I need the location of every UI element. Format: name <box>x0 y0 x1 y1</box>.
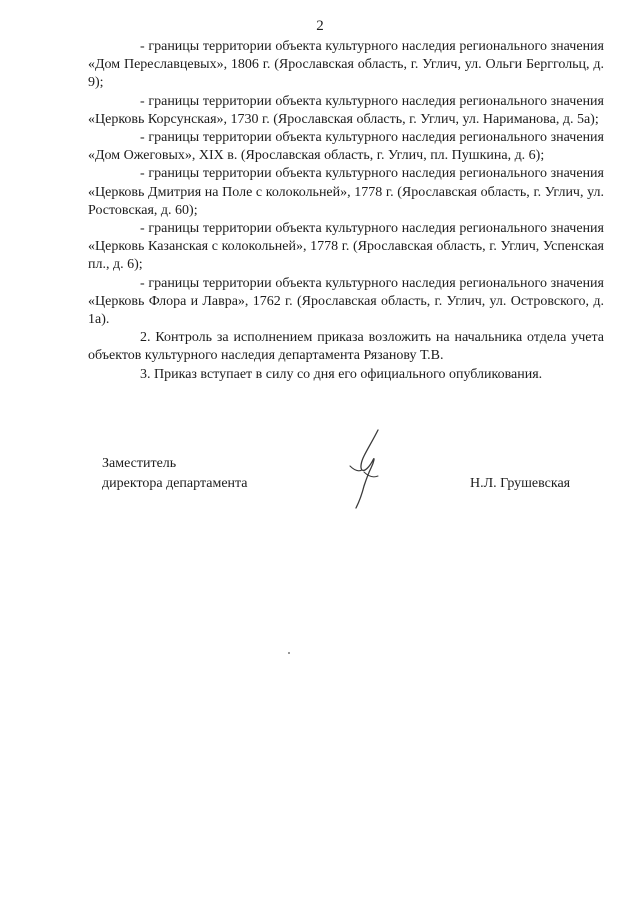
paragraph-territory-dmitry-church: - границы территории объекта культурного наследия регионального значения «Церковь Дмитрия на Поле с колокольней», 1778 г. (Ярославская область, г. Углич, ул. Ростовская, д. 60); <box>88 166 604 218</box>
signatory-title-line2: директора департамента <box>102 476 248 491</box>
page-number: 2 <box>316 18 324 34</box>
paragraph-control-clause: 2. Контроль за исполнением приказа возложить на начальника отдела учета объектов культурного наследия департамента Рязанову Т.В. <box>88 330 604 364</box>
signatory-name: Н.Л. Грушевская <box>470 476 571 491</box>
paragraph-territory-ozhegov-house: - границы территории объекта культурного наследия регионального значения «Дом Ожеговых», XIX в. (Ярославская область, г. Углич, пл. Пушкина, д. 6); <box>88 130 604 164</box>
handwritten-signature <box>340 426 390 510</box>
document-body <box>88 38 604 384</box>
paragraph-territory-korsun-church: - границы территории объекта культурного наследия регионального значения «Церковь Корсунская», 1730 г. (Ярославская область, г. Углич, ул. Нариманова, д. 5а); <box>88 93 604 127</box>
paragraph-territory-kazan-church: - границы территории объекта культурного наследия регионального значения «Церковь Казанская с колокольней», 1778 г. (Ярославская область, г. Углич, Успенская пл., д. 6); <box>88 221 604 273</box>
paragraph-territory-pereslavtsev-house: - границы территории объекта культурного наследия регионального значения «Дом Переславцевых», 1806 г. (Ярославская область, г. Углич, ул. Ольги Берггольц, д. 9); <box>88 39 604 91</box>
scan-speck <box>288 652 290 654</box>
paragraph-territory-flor-lavr-church: - границы территории объекта культурного наследия регионального значения «Церковь Флора и Лавра», 1762 г. (Ярославская область, г. Углич, ул. Островского, д. 1а). <box>88 275 604 328</box>
paragraph-effective-clause: 3. Приказ вступает в силу со дня его официального опубликования. <box>140 366 543 382</box>
signatory-title-line1: Заместитель <box>102 456 177 471</box>
